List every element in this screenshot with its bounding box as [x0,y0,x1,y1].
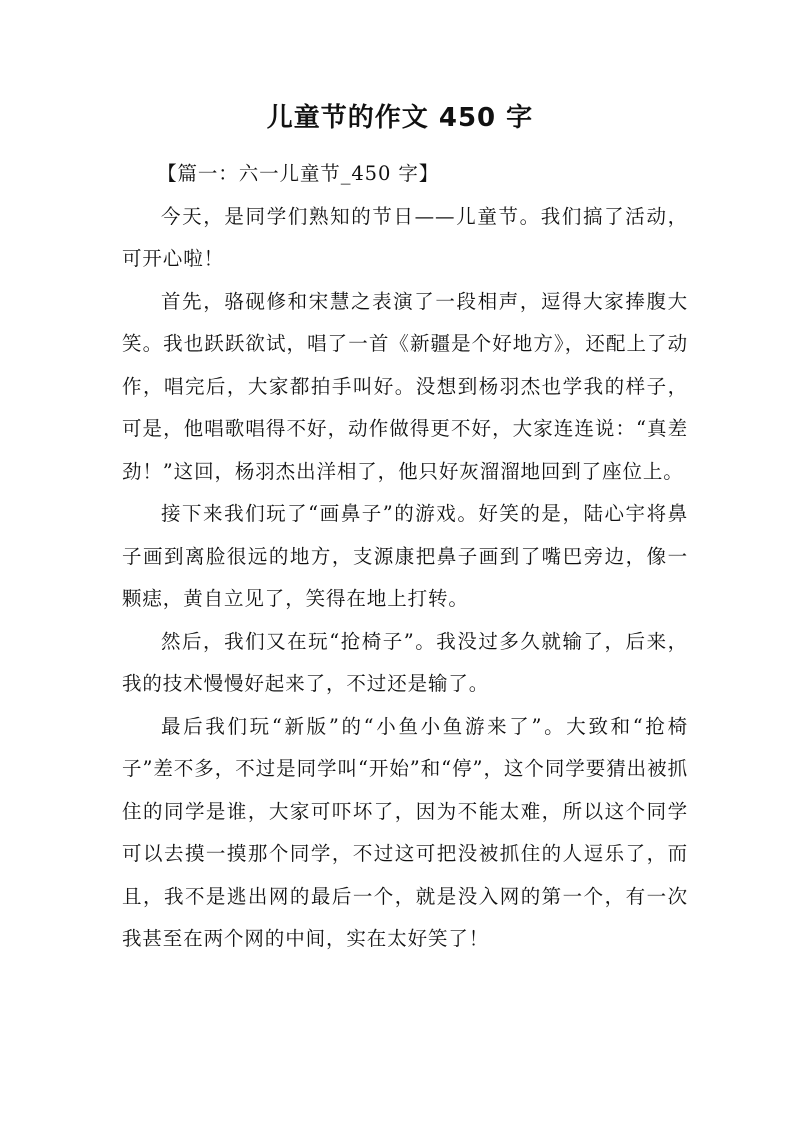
document-body [122,153,688,961]
paragraph-3: 接下来我们玩了“画鼻子”的游戏。好笑的是，陆心宇将鼻子画到离脸很远的地方，支源康把鼻子画到了嘴巴旁边，像一颗痣，黄自立见了，笑得在地上打转。 [122,502,688,610]
document-title: 儿童节的作文 450 字 [266,103,534,133]
paragraph-2: 首先，骆砚修和宋慧之表演了一段相声，逗得大家捧腹大笑。我也跃跃欲试，唱了一首《新疆是个好地方》，还配上了动作，唱完后，大家都拍手叫好。没想到杨羽杰也学我的样子，可是，他唱歌唱得不好，动作做得更不好，大家连连说：“真差劲！”这回，杨羽杰出洋相了，他只好灰溜溜地回到了座位上。 [122,289,688,483]
paragraph-4: 然后，我们又在玩“抢椅子”。我没过多久就输了，后来，我的技术慢慢好起来了，不过还是输了。 [122,629,688,695]
section-heading: 【篇一：六一儿童节_450 字】 [157,162,440,185]
paragraph-1: 今天，是同学们熟知的节日——儿童节。我们搞了活动，可开心啦！ [122,204,688,270]
paragraph-5: 最后我们玩“新版”的“小鱼小鱼游来了”。大致和“抢椅子”差不多，不过是同学叫“开始”和“停”，这个同学要猜出被抓住的同学是谁，大家可吓坏了，因为不能太难，所以这个同学可以去摸一摸那个同学，不过这可把没被抓住的人逗乐了，而且，我不是逃出网的最后一个，就是没入网的第一个，有一次我甚至在两个网的中间，实在太好笑了！ [122,714,688,950]
